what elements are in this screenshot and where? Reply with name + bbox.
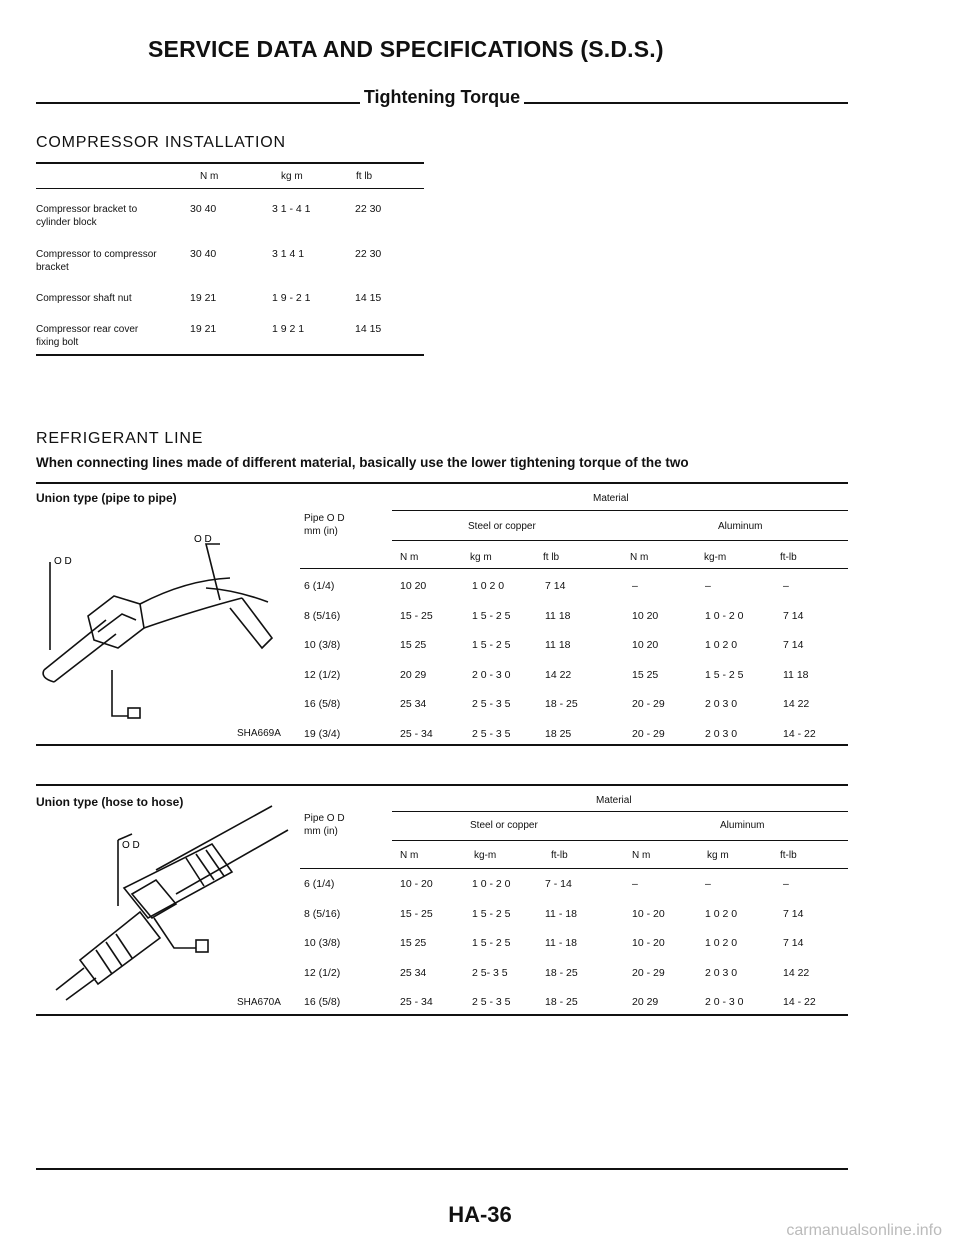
hose-table-bottom-rule	[36, 1014, 848, 1016]
hose-row-value: 11 - 18	[545, 937, 577, 949]
pipe-header-rule	[300, 568, 848, 569]
hose-row-value: 25 - 34	[400, 996, 433, 1008]
hose-row-value: 15 - 25	[400, 907, 433, 920]
hose-row-value: 7 14	[783, 907, 804, 920]
pipe-union-illustration	[36, 520, 296, 730]
pipe-tube-end	[43, 670, 54, 682]
pipe-od-top-leader	[206, 544, 220, 600]
hose-aluminum-label: Aluminum	[720, 820, 765, 831]
pipe-od-label: Pipe O D	[304, 513, 345, 524]
pipe-elbow-upper	[140, 578, 230, 604]
hose-fitting-outline	[124, 844, 232, 918]
hose-row-pipe-od: 16 (5/8)	[304, 996, 341, 1008]
compressor-col-ftlb: ft lb	[356, 171, 373, 182]
pipe-row-value: 1 0 2 0	[705, 639, 738, 651]
hose-subhead-rule	[392, 840, 848, 841]
compressor-row-ftlb: 14 15	[355, 292, 382, 304]
compressor-row-ftlb: 14 15	[355, 323, 382, 335]
hose-row-value: –	[705, 878, 711, 890]
pipe-steel-label: Steel or copper	[468, 521, 536, 532]
pipe-table-title: Union type (pipe to pipe)	[36, 491, 177, 505]
hose-row-value: 10 - 20	[632, 937, 665, 949]
pipe-material-label: Material	[593, 493, 629, 504]
hose-col-kgm: kg-m	[474, 850, 497, 861]
compressor-row-kgm: 1 9 2 1	[272, 323, 305, 335]
hose-figure-code: SHA670A	[237, 997, 281, 1008]
compressor-row-label: Compressor to compressor	[36, 249, 157, 260]
hose-row-value: 2 5- 3 5	[472, 966, 508, 979]
pipe-aluminum-label: Aluminum	[718, 521, 763, 532]
compressor-row-label-cont: cylinder block	[36, 217, 97, 228]
pipe-row-value: 10 20	[400, 580, 427, 592]
hose-od-unit-label: mm (in)	[304, 826, 338, 837]
pipe-material-rule	[392, 510, 848, 511]
compressor-col-kgm: kg m	[281, 171, 303, 182]
compressor-row-label-cont: fixing bolt	[36, 337, 79, 348]
pipe-row-value: 15 25	[632, 668, 659, 681]
pipe-row-value: 20 - 29	[632, 698, 665, 710]
pipe-row-value: 2 0 3 0	[705, 727, 738, 740]
hose-row-value: 14 22	[783, 966, 810, 979]
pipe-col-nm-al: N m	[630, 552, 649, 563]
pipe-row-pipe-od: 12 (1/2)	[304, 668, 341, 681]
hose-lower-tail	[56, 968, 84, 990]
pipe-row-value: 1 5 - 2 5	[472, 639, 511, 651]
pipe-row-value: 14 22	[545, 668, 572, 681]
pipe-col-kgm-al: kg-m	[704, 552, 727, 563]
subtitle-rule-right	[524, 102, 848, 104]
pipe-row-value: 14 - 22	[783, 727, 816, 740]
hose-row-value: 1 5 - 2 5	[472, 907, 511, 920]
compressor-row-label: Compressor bracket to	[36, 204, 138, 215]
compressor-row-nm: 19 21	[190, 323, 217, 335]
hose-row-value: 7 - 14	[545, 878, 572, 890]
pipe-od-left-label: O D	[54, 556, 72, 567]
section-subtitle-row	[36, 84, 848, 108]
page-title: SERVICE DATA AND SPECIFICATIONS (S.D.S.)	[148, 36, 664, 62]
pipe-nut-face	[98, 614, 136, 632]
compressor-row-kgm: 3 1 4 1	[272, 248, 305, 260]
hose-col-nm: N m	[400, 850, 419, 861]
pipe-row-value: 20 - 29	[632, 727, 665, 740]
hose-wrench-mark	[154, 918, 196, 948]
pipe-subhead-rule	[392, 540, 848, 541]
compressor-bottom-rule	[36, 354, 424, 356]
pipe-row-value: –	[705, 580, 711, 592]
hose-row-value: 18 - 25	[545, 996, 578, 1008]
hose-row-pipe-od: 12 (1/2)	[304, 966, 341, 979]
hose-steel-label: Steel or copper	[470, 820, 538, 831]
hose-lower-rib	[106, 942, 122, 966]
pipe-wrench-mark	[112, 670, 128, 716]
pipe-bent-end	[230, 598, 272, 648]
hose-row-pipe-od: 10 (3/8)	[304, 937, 341, 949]
compressor-row-label: Compressor shaft nut	[36, 293, 132, 304]
hose-row-value: 1 0 2 0	[705, 907, 738, 920]
compressor-row-ftlb: 22 30	[355, 203, 382, 215]
pipe-row-pipe-od: 10 (3/8)	[304, 639, 341, 651]
pipe-row-value: 2 0 3 0	[705, 698, 738, 710]
watermark: carmanualsonline.info	[786, 1222, 942, 1239]
pipe-row-value: 11 18	[545, 609, 571, 622]
pipe-row-value: 11 18	[783, 668, 809, 681]
pipe-row-value: 2 5 - 3 5	[472, 727, 511, 740]
compressor-row-nm: 30 40	[190, 248, 217, 260]
section-subtitle: Tightening Torque	[363, 87, 521, 107]
compressor-row-label: Compressor rear cover	[36, 324, 139, 335]
refrigerant-top-rule	[36, 482, 848, 484]
pipe-row-value: 7 14	[783, 639, 804, 651]
hose-row-value: 15 25	[400, 937, 427, 949]
hose-row-value: 25 34	[400, 966, 427, 979]
pipe-row-value: 2 5 - 3 5	[472, 698, 511, 710]
pipe-col-kgm: kg m	[470, 552, 492, 563]
hose-wrench-icon	[196, 940, 208, 952]
hose-top-rule	[36, 784, 848, 786]
pipe-row-value: 10 20	[632, 609, 659, 622]
hose-row-value: 2 0 3 0	[705, 966, 738, 979]
compressor-row-nm: 30 40	[190, 203, 217, 215]
pipe-row-value: 7 14	[545, 580, 566, 592]
pipe-row-value: 1 5 - 2 5	[472, 609, 511, 622]
pipe-row-value: 1 0 - 2 0	[705, 609, 744, 622]
hose-row-pipe-od: 6 (1/4)	[304, 878, 335, 890]
hose-table-title: Union type (hose to hose)	[36, 795, 184, 809]
compressor-row-kgm: 1 9 - 2 1	[272, 292, 311, 304]
hose-row-value: 7 14	[783, 937, 804, 949]
pipe-tube-lower	[54, 634, 116, 682]
pipe-od-unit-label: mm (in)	[304, 526, 338, 537]
compressor-col-nm: N m	[200, 171, 219, 182]
hose-row-value: 10 - 20	[400, 878, 433, 890]
hose-row-value: 18 - 25	[545, 966, 578, 979]
hose-row-value: 14 - 22	[783, 996, 816, 1008]
pipe-table-bottom-rule	[36, 744, 848, 746]
pipe-od-top-label: O D	[194, 534, 212, 545]
pipe-row-pipe-od: 6 (1/4)	[304, 580, 335, 592]
hose-row-value: 2 0 - 3 0	[705, 996, 744, 1008]
hose-row-value: 11 - 18	[545, 907, 577, 920]
pipe-row-value: 20 29	[400, 668, 427, 681]
pipe-row-value: 2 0 - 3 0	[472, 668, 511, 681]
compressor-top-rule	[36, 162, 424, 164]
pipe-row-value: 25 34	[400, 698, 427, 710]
hose-union-illustration	[36, 800, 296, 1010]
pipe-row-value: –	[783, 580, 789, 592]
hose-col-ftlb-al: ft-lb	[780, 850, 797, 861]
pipe-figure-code: SHA669A	[237, 728, 281, 739]
pipe-row-value: 14 22	[783, 698, 810, 710]
pipe-nut	[88, 596, 144, 648]
pipe-row-value: 1 5 - 2 5	[705, 668, 744, 681]
hose-header-rule	[300, 868, 848, 869]
pipe-row-value: 18 - 25	[545, 698, 578, 710]
pipe-row-value: 25 - 34	[400, 727, 433, 740]
hose-row-value: 1 0 - 2 0	[472, 878, 511, 890]
pipe-row-pipe-od: 19 (3/4)	[304, 727, 341, 740]
pipe-row-value: 18 25	[545, 727, 572, 740]
pipe-tube-upper	[44, 620, 106, 670]
hose-row-value: 1 5 - 2 5	[472, 937, 511, 949]
pipe-row-pipe-od: 16 (5/8)	[304, 698, 341, 710]
page-number: HA-36	[448, 1202, 512, 1227]
pipe-row-value: 15 25	[400, 639, 427, 651]
hose-material-label: Material	[596, 795, 632, 806]
hose-row-value: 2 5 - 3 5	[472, 996, 511, 1008]
hose-row-value: –	[632, 878, 638, 890]
compressor-header-rule	[36, 188, 424, 189]
hose-col-nm-al: N m	[632, 850, 651, 861]
pipe-row-value: 15 - 25	[400, 609, 433, 622]
hose-lower-rib	[116, 934, 132, 958]
hose-row-value: 20 29	[632, 996, 659, 1008]
hose-row-value: 1 0 2 0	[705, 937, 738, 949]
hose-material-rule	[392, 811, 848, 812]
hose-lower-tail-edge	[66, 978, 96, 1000]
pipe-elbow-lower	[144, 598, 242, 628]
refrigerant-note: When connecting lines made of different material, basically use the lower tightening torque of the two	[36, 455, 689, 470]
refrigerant-heading: REFRIGERANT LINE	[36, 430, 204, 447]
pipe-row-value: –	[632, 580, 638, 592]
pipe-row-value: 11 18	[545, 639, 571, 651]
pipe-row-value: 7 14	[783, 609, 804, 622]
hose-row-value: 20 - 29	[632, 966, 665, 979]
hose-row-pipe-od: 8 (5/16)	[304, 907, 341, 920]
hose-lower-fitting	[80, 912, 160, 984]
subtitle-rule-left	[36, 102, 360, 104]
pipe-col-nm: N m	[400, 552, 419, 563]
compressor-heading: COMPRESSOR INSTALLATION	[36, 134, 286, 151]
hose-row-value: 10 - 20	[632, 907, 665, 920]
hose-od-label: O D	[122, 840, 140, 851]
footer-rule	[36, 1168, 848, 1170]
hose-row-value: –	[783, 878, 789, 890]
compressor-row-nm: 19 21	[190, 292, 217, 304]
hose-col-ftlb: ft-lb	[551, 850, 568, 861]
pipe-row-value: 10 20	[632, 639, 659, 651]
hose-col-kgm-al: kg m	[707, 850, 729, 861]
compressor-row-label-cont: bracket	[36, 262, 69, 273]
compressor-row-ftlb: 22 30	[355, 248, 382, 260]
pipe-row-pipe-od: 8 (5/16)	[304, 609, 341, 622]
compressor-row-kgm: 3 1 - 4 1	[272, 203, 311, 215]
pipe-wrench-icon	[128, 708, 140, 718]
pipe-row-value: 1 0 2 0	[472, 580, 505, 592]
hose-od-label: Pipe O D	[304, 813, 345, 824]
pipe-col-ftlb: ft lb	[543, 552, 560, 563]
hose-lower-edge	[176, 830, 288, 894]
pipe-col-ftlb-al: ft-lb	[780, 552, 797, 563]
hose-lower-rib	[96, 950, 112, 974]
